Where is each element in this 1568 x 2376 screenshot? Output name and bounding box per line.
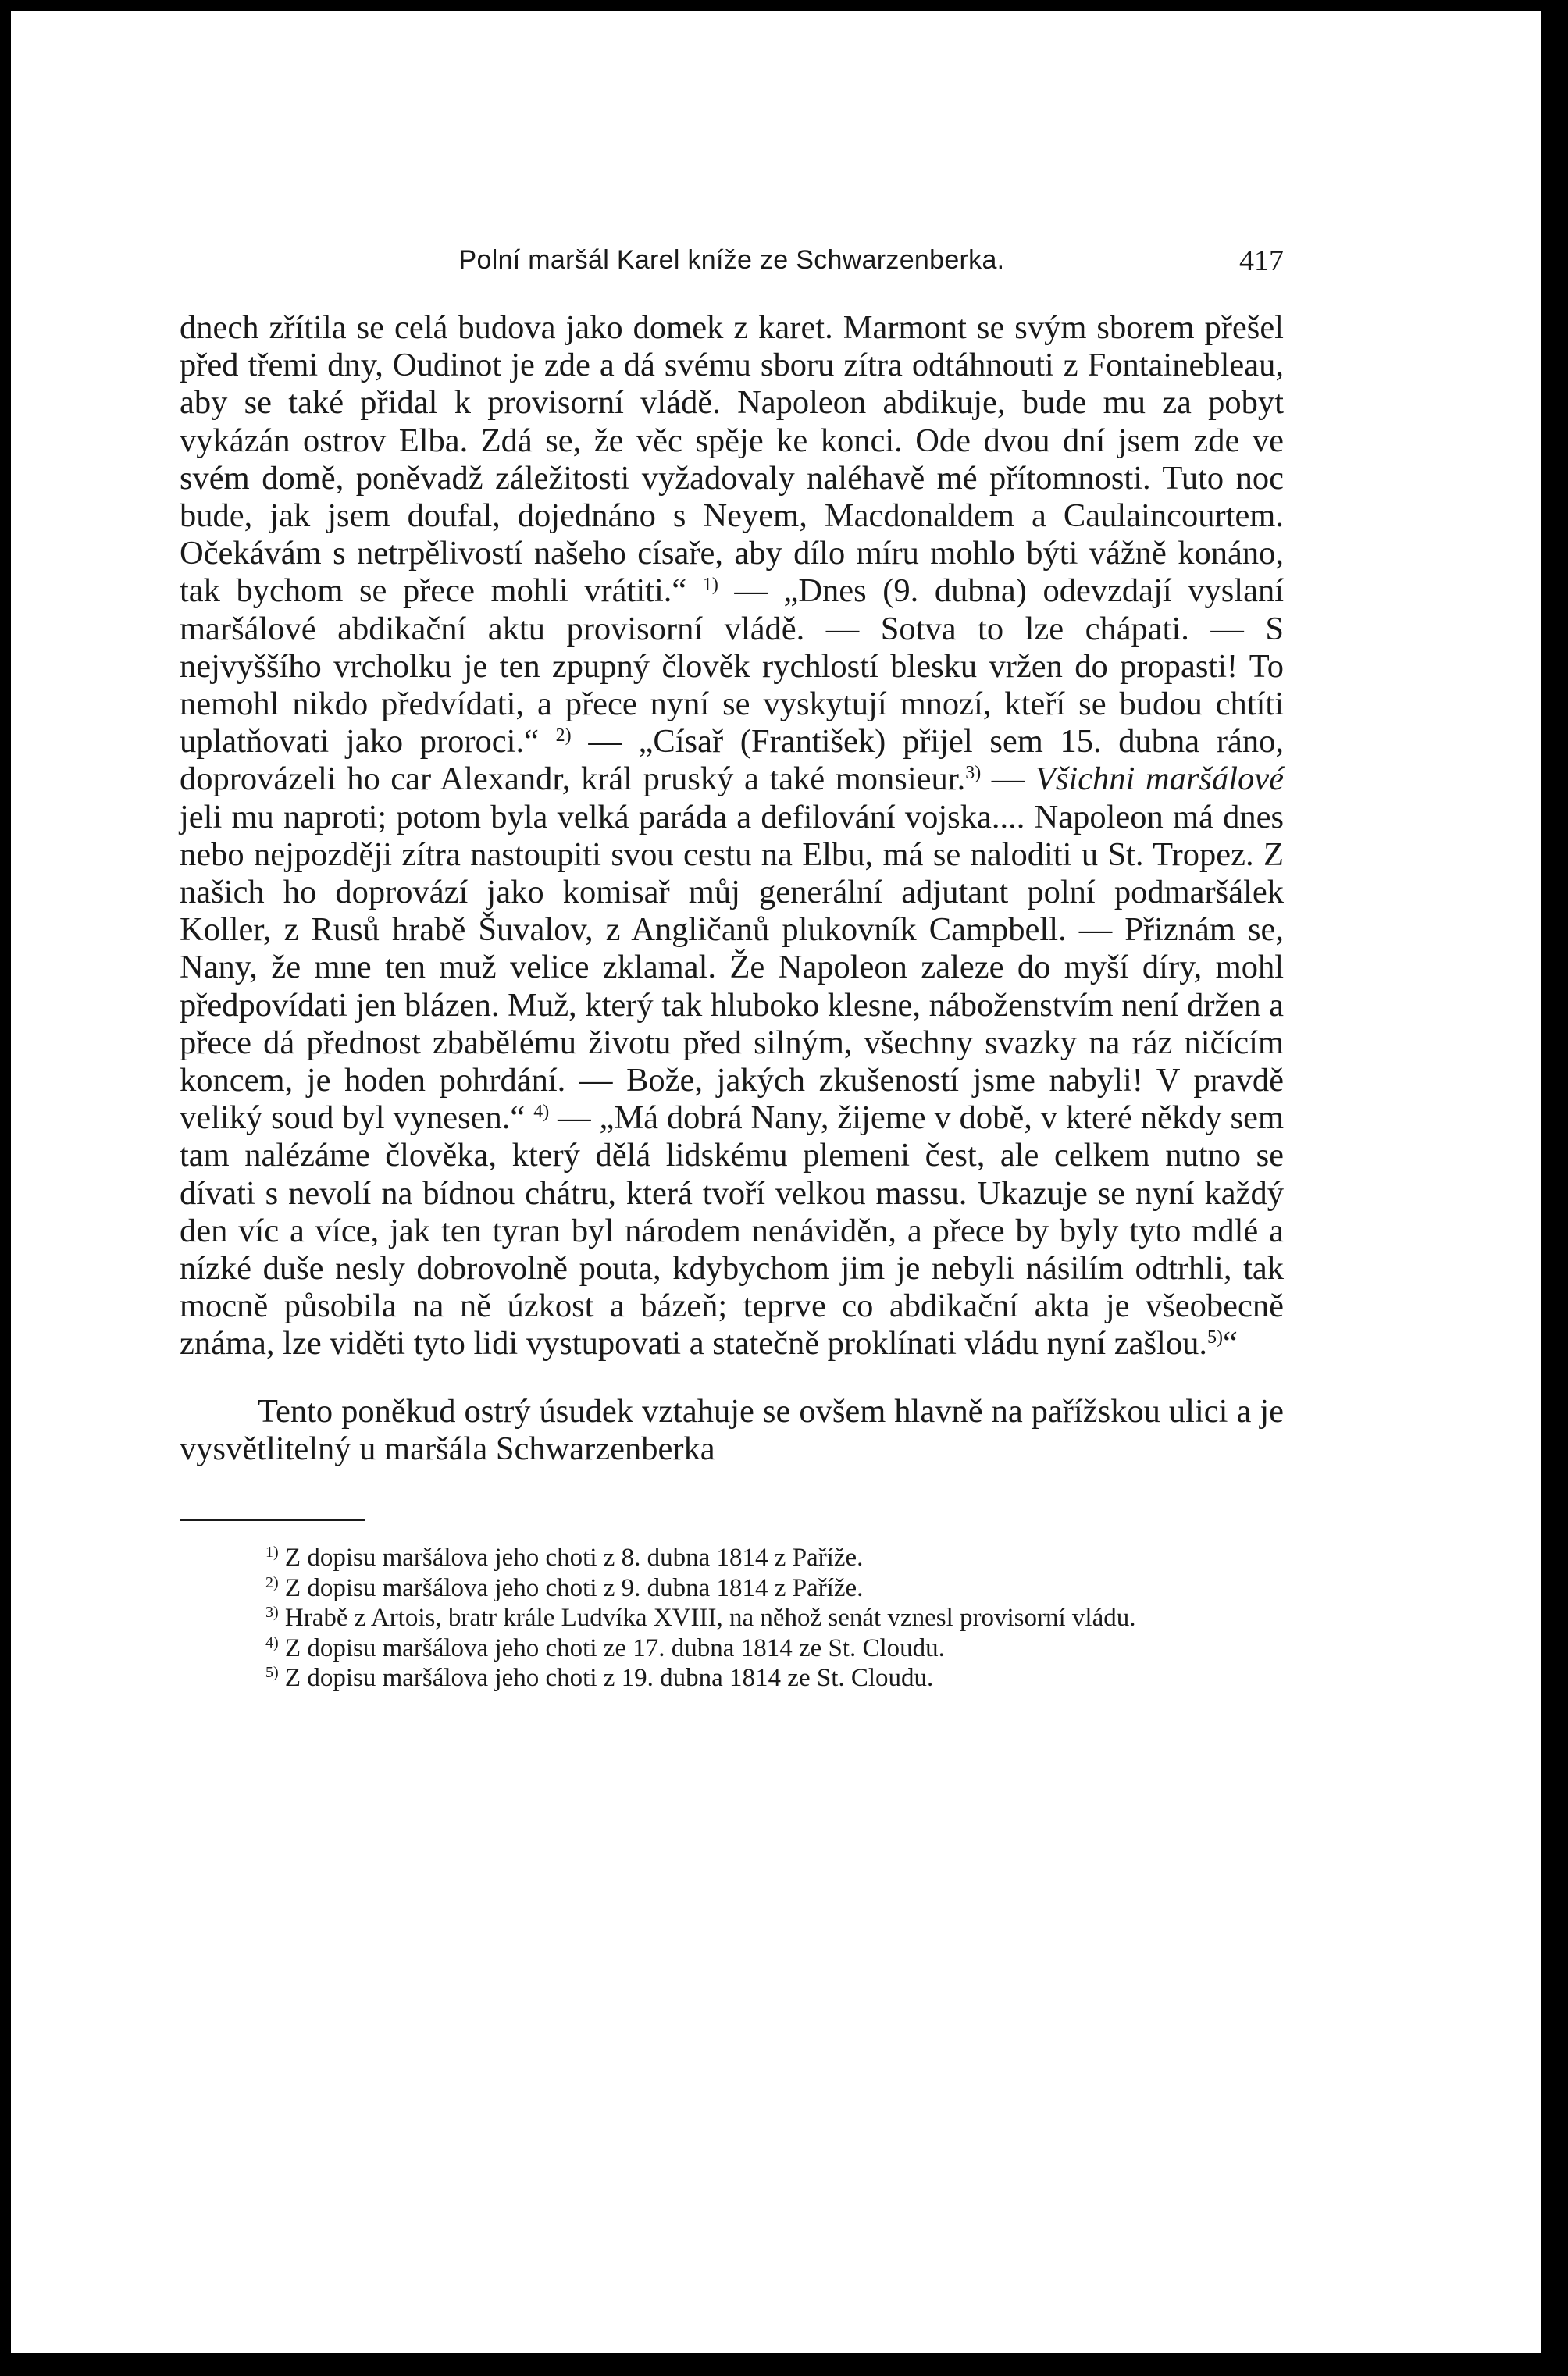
footnote-2	[180, 1573, 1284, 1604]
paragraph-1-part-a: dnech zřítila se celá budova jako domek z karet. Marmont se svým sborem přešel před třemi dny, Oudinot je zde a dá svému sboru zítra odtáhnouti z Fontainebleau, aby se také přidal k provisorní vládě. Napoleon abdikuje, bude mu za pobyt vykázán ostrov Elba. Zdá se, že věc spěje ke konci. Ode dvou dní jsem zde ve svém domě, poněvadž záležitosti vyžadovaly naléhavě mé přítomnosti. Tuto noc bude, jak jsem doufal, dojednáno s Neyem, Macdonaldem a Caulaincourtem. Očekávám s netrpělivostí našeho císaře, aby dílo míru mohlo býti vážně konáno, tak bychom se přece mohli vrátiti.“	[180, 309, 1284, 610]
footnote-ref-2: 2)	[555, 725, 572, 746]
footnote-ref-3: 3)	[965, 763, 982, 784]
footnote-3	[180, 1603, 1284, 1633]
footnote-5	[180, 1663, 1284, 1694]
footnote-text-5: Z dopisu maršálova jeho choti z 19. dubna 1814 ze St. Cloudu.	[284, 1664, 934, 1693]
footnote-marker-1: 1)	[265, 1544, 279, 1562]
paragraph-1-part-f: — „Má dobrá Nany, žijeme v době, v které někdy sem tam nalézáme člověka, který dělá lidskému plemeni čest, ale celkem nutno se dívati s nevolí na bídnou chátru, která tvoří velkou massu. Ukazuje se nyní každý den víc a více, jak ten tyran byl národem nenáviděn, a přece by byly tyto mdlé a nízké duše nesly dobrovolně pouta, kdybychom jim je nebyli násilím odtrhli, tak mocně působila na ně úzkost a bázeň; teprve co abdikační akta je všeobecně známa, lze viděti tyto lidi vystupovati a statečně proklínati vládu nyní zašlou.	[180, 1099, 1285, 1363]
paragraph-1-part-c: — „Císař (František) přijel sem 15. dubna ráno, doprovázeli ho car Alexandr, král pruský a také monsieur.	[180, 723, 1284, 798]
page-number: 417	[1239, 244, 1284, 277]
footnote-text-1: Z dopisu maršálova jeho choti z 8. dubna 1814 z Paříže.	[284, 1544, 864, 1573]
paragraph-1-closing-quote: “	[1223, 1325, 1238, 1363]
footnote-ref-4: 4)	[533, 1102, 550, 1123]
footnote-ref-5: 5)	[1207, 1327, 1223, 1348]
footnote-marker-5: 5)	[265, 1664, 279, 1682]
paragraph-1-part-e: jeli mu naproti; potom byla velká paráda a defilování vojska.... Napoleon má dnes nebo nejpozději zítra nastoupiti svou cestu na Elbu, má se naloditi u St. Tropez. Z našich ho doprovází jako komisař můj generální adjutant polní podmaršálek Koller, z Rusů hrabě Šuvalov, z Angličanů plukovník Campbell. — Přiznám se, Nany, že mne ten muž velice zklamal. Že Napoleon zaleze do myší díry, mohl předpovídati jen blázen. Muž, který tak hluboko klesne, náboženstvím není držen a přece dá přednost zbabělému životu před silným, všechny svazky na ráz ničícím koncem, je hoden pohrdání. — Bože, jakých zkušeností jsme nabyli! V pravdě veliký soud byl vynesen.“	[180, 798, 1284, 1137]
footnote-1	[180, 1543, 1284, 1573]
footnote-marker-4: 4)	[265, 1633, 279, 1651]
text-block	[180, 237, 1284, 1694]
footnote-marker-3: 3)	[265, 1604, 279, 1622]
footnote-text-3: Hrabě z Artois, bratr krále Ludvíka XVIII, na něhož senát vznesl provisorní vládu.	[284, 1604, 1136, 1633]
running-head	[180, 237, 1284, 292]
running-title: Polní maršál Karel kníže ze Schwarzenberka.	[458, 245, 1005, 275]
paragraph-2: Tento poněkud ostrý úsudek vztahuje se ovšem hlavně na pařížskou ulici a je vysvětlitelný u maršála Schwarzenberka	[180, 1392, 1284, 1467]
footnote-marker-2: 2)	[265, 1573, 279, 1591]
footnote-4	[180, 1633, 1284, 1664]
paragraph-1-italic: Všichni maršálové	[1035, 761, 1284, 798]
footnote-ref-1: 1)	[702, 575, 718, 596]
footnotes	[180, 1543, 1284, 1694]
footnote-text-2: Z dopisu maršálova jeho choti z 9. dubna 1814 z Paříže.	[284, 1573, 864, 1602]
book-page	[11, 11, 1541, 2353]
paragraph-1-part-b: — „Dnes (9. dubna) odevzdají vyslaní maršálové abdikační aktu provisorní vládě. — Sotva to lze chápati. — S nejvyššího vrcholku je ten zpupný člověk rychlostí blesku vržen do propasti! To nemohl nikdo předvídati, a přece nyní se vyskytují mnozí, kteří se budou chtíti uplatňovati jako proroci.“	[180, 572, 1285, 761]
paragraph-1: dnech zřítila se celá budova jako domek z karet. Marmont se svým sborem přešel před třemi dny, Oudinot je zde a dá svému sboru zítra odtáhnouti z Fontainebleau, aby se také přidal k provisorní vládě. Napoleon abdikuje, bude mu za pobyt vykázán ostrov Elba. Zdá se, že věc spěje ke konci. Ode dvou dní jsem zde ve svém domě, poněvadž záležitosti vyžadovaly naléhavě mé přítomnosti. Tuto noc bude, jak jsem doufal, dojednáno s Neyem, Macdonaldem a Caulaincourtem. Očekávám s netrpělivostí našeho císaře, aby dílo míru mohlo býti vážně konáno, tak bychom se přece mohli vrátiti.“ $^{1)}$ — „Dnes (9. dubna) odevzdají vyslaní maršálové abdikační aktu provisorní vládě. — Sotva to lze chápati. — S nejvyššího vrcholku je ten zpupný člověk rychlostí blesku vržen do propasti! To nemohl nikdo předvídati, a přece nyní se vyskytují mnozí, kteří se budou chtíti uplatňovati jako proroci.“ $^{2)}$ — „Císař (František) přijel sem 15. dubna ráno, doprovázeli ho car Alexandr, král pruský a také monsieur.$^{3)}$ — Všichni maršálové jeli mu naproti; potom byla velká paráda a defilování vojska.... Napoleon má dnes nebo nejpozději zítra nastoupiti svou cestu na Elbu, má se naloditi u St. Tropez. Z našich ho doprovází jako komisař můj generální adjutant polní podmaršálek Koller, z Rusů hrabě Šuvalov, z Angličanů plukovník Campbell. — Přiznám se, Nany, že mne ten muž velice zklamal. Že Napoleon zaleze do myší díry, mohl předpovídati jen blázen. Muž, který tak hluboko klesne, náboženstvím není držen a přece dá přednost zbabělému životu před silným, všechny svazky na ráz ničícím koncem, je hoden pohrdání. — Bože, jakých zkušeností jsme nabyli! V pravdě veliký soud byl vynesen.“ $^{4)}$ — „Má dobrá Nany, žijeme v době, v které někdy sem tam nalézáme člověka, který dělá lidskému plemeni čest, ale celkem nutno se dívati s nevolí na bídnou chátru, která tvoří velkou massu. Ukazuje se nyní každý den víc a více, jak ten tyran byl národem nenáviděn, a přece by byly tyto mdlé a nízké duše nesly dobrovolně pouta, kdybychom jim je nebyli násilím odtrhli, tak mocně působila na ně úzkost a bázeň; teprve co abdikační akta je všeobecně známa, lze viděti tyto lidi vystupovati a statečně proklínati vládu nyní zašlou.$^{5)}$“	[180, 309, 1285, 1363]
footnote-text-4: Z dopisu maršálova jeho choti ze 17. dubna 1814 ze St. Cloudu.	[284, 1633, 945, 1662]
body-text	[180, 309, 1284, 1468]
footnote-rule	[180, 1519, 365, 1521]
